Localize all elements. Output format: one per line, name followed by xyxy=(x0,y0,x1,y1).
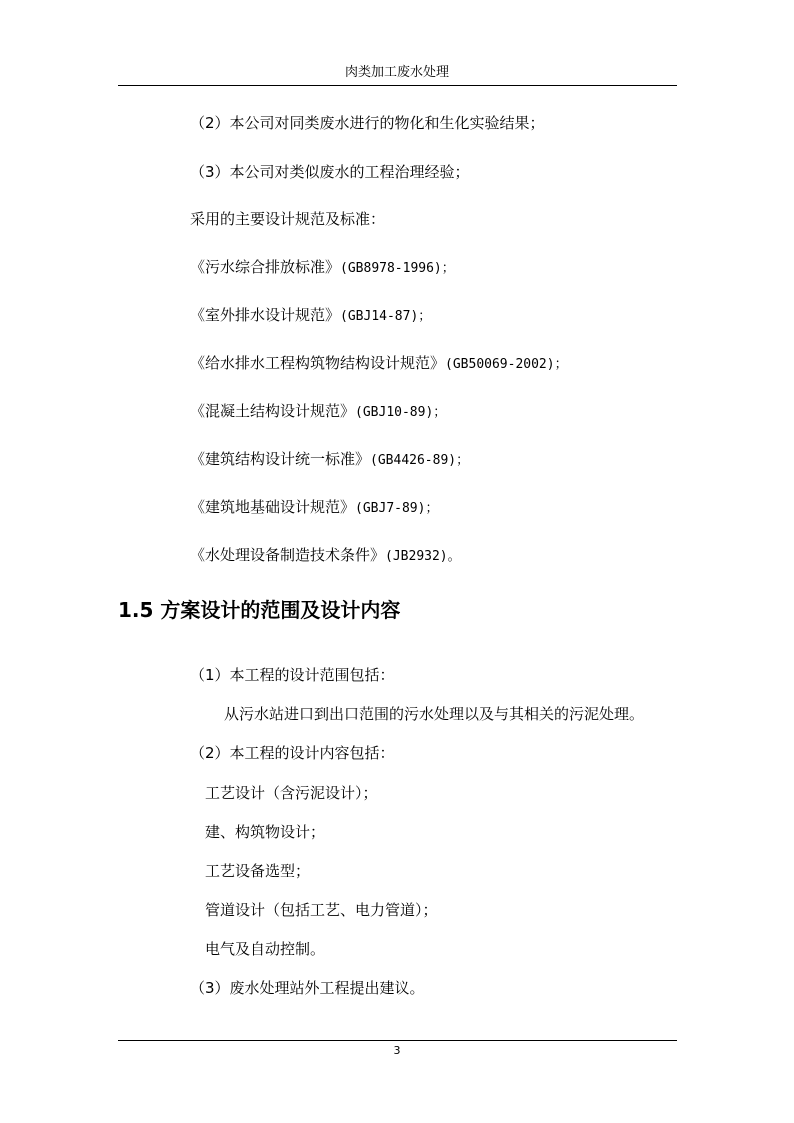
standards-intro: 采用的主要设计规范及标准： xyxy=(190,210,386,228)
intro-item-2: （2）本公司对同类废水进行的物化和生化实验结果； xyxy=(190,114,545,132)
standard-name: 《建筑结构设计统一标准》 xyxy=(190,450,371,468)
page-header-title: 肉类加工废水处理 xyxy=(344,65,449,80)
design-content-item: 工艺设计（含污泥设计）； xyxy=(205,784,378,802)
design-content-item: 管道设计（包括工艺、电力管道）； xyxy=(205,901,438,919)
standard-code: (JB2932)。 xyxy=(385,549,461,564)
standard-name: 《污水综合排放标准》 xyxy=(190,258,341,276)
header-divider xyxy=(118,85,677,86)
scope-item-1-detail: 从污水站进口到出口范围的污水处理以及与其相关的污泥处理。 xyxy=(224,705,645,723)
section-heading: 1.5 方案设计的范围及设计内容 xyxy=(118,598,401,622)
scope-item-3-label: （3）废水处理站外工程提出建议。 xyxy=(190,979,425,997)
standard-item xyxy=(190,353,568,375)
standard-code: (GB50069-2002)； xyxy=(445,357,568,372)
standard-item xyxy=(190,449,469,471)
standard-item xyxy=(190,401,446,423)
standard-name: 《室外排水设计规范》 xyxy=(190,306,341,324)
standard-name: 《给水排水工程构筑物结构设计规范》 xyxy=(190,354,446,372)
footer-divider xyxy=(118,1040,677,1041)
intro-item-3: （3）本公司对类似废水的工程治理经验； xyxy=(190,163,470,181)
standard-name: 《水处理设备制造技术条件》 xyxy=(190,546,386,564)
standard-name: 《混凝土结构设计规范》 xyxy=(190,402,356,420)
design-content-item: 工艺设备选型； xyxy=(205,862,311,880)
standard-name: 《建筑地基础设计规范》 xyxy=(190,498,356,516)
standard-code: (GB8978-1996)； xyxy=(340,261,455,276)
standard-item xyxy=(190,305,431,327)
standard-code: (GBJ7-89)； xyxy=(355,501,439,516)
standard-code: (GBJ14-87)； xyxy=(340,309,432,324)
standard-code: (GBJ10-89)； xyxy=(355,405,447,420)
standard-item xyxy=(190,545,461,567)
scope-item-2-label: （2）本工程的设计内容包括： xyxy=(190,744,395,762)
design-content-item: 建、构筑物设计； xyxy=(205,823,326,841)
page-number: 3 xyxy=(393,1044,401,1057)
scope-item-1-label: （1）本工程的设计范围包括： xyxy=(190,666,395,684)
standard-item xyxy=(190,257,455,279)
design-content-item: 电气及自动控制。 xyxy=(205,940,326,958)
standard-code: (GB4426-89)； xyxy=(370,453,470,468)
standard-item xyxy=(190,497,438,519)
